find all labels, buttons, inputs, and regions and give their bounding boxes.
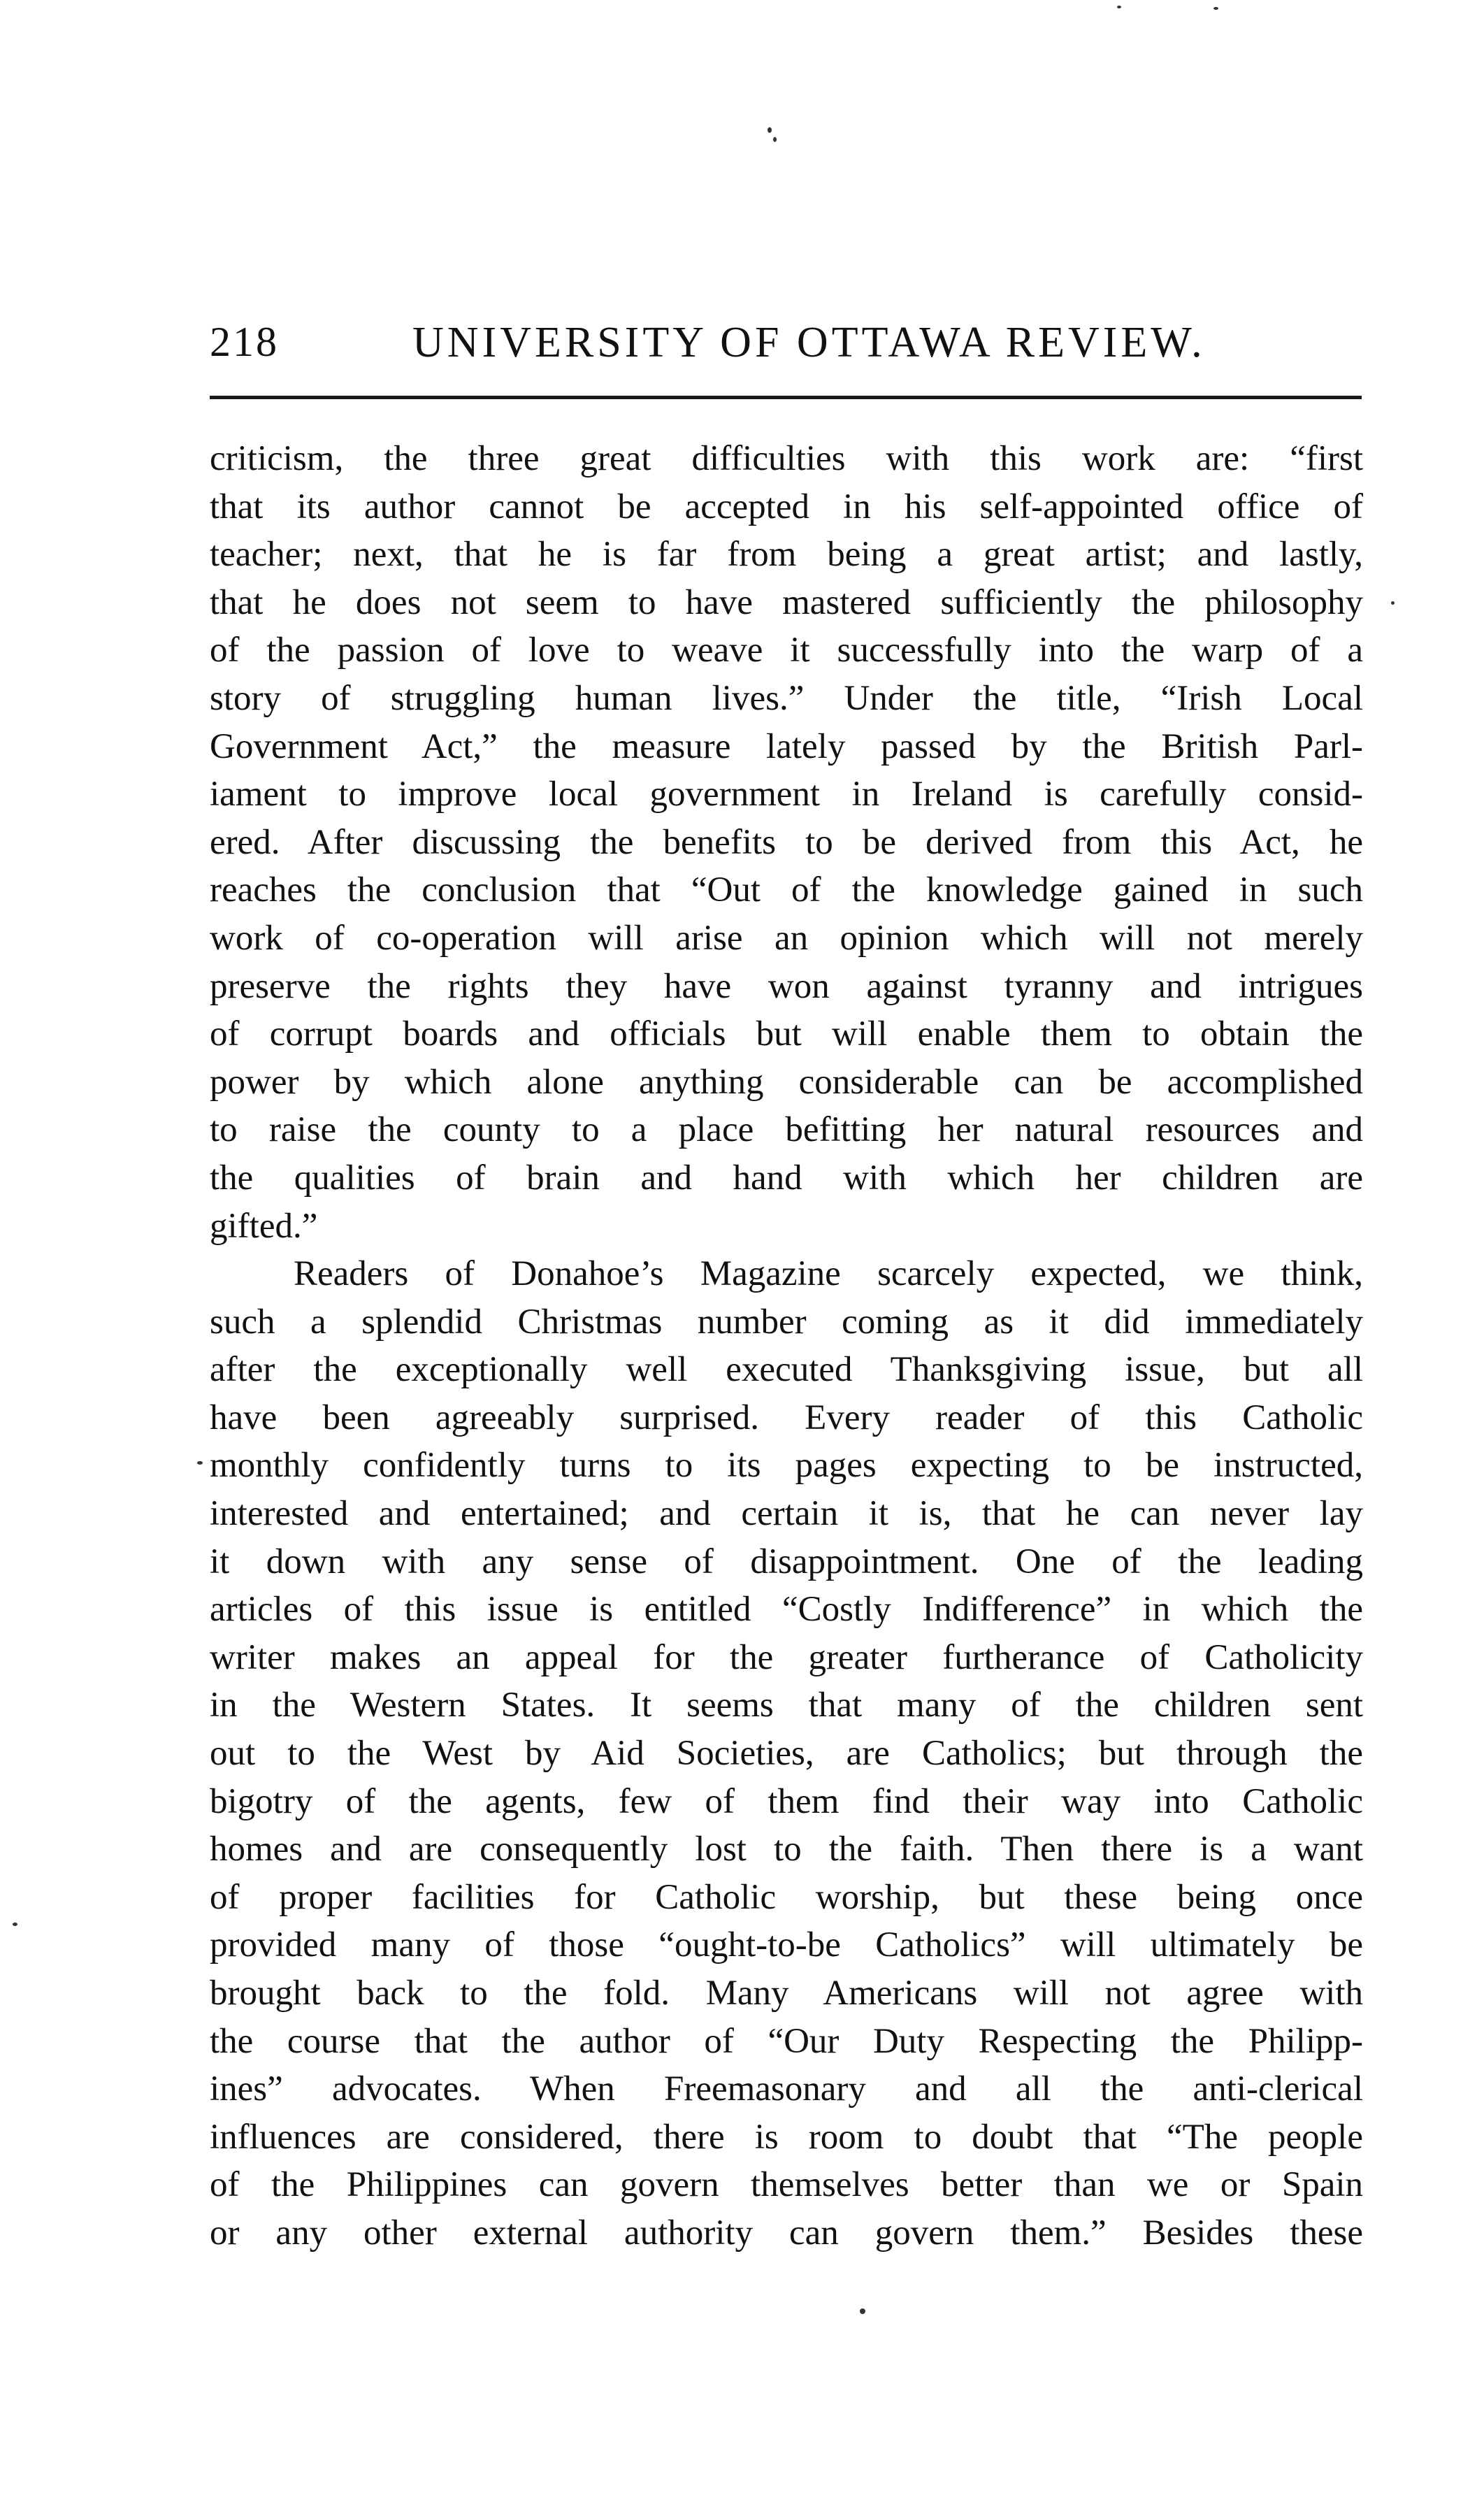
text-line: work of co-operation will arise an opinion which will not merely xyxy=(210,918,1363,958)
text-line: such a splendid Christmas number coming as it did immediately xyxy=(210,1302,1363,1342)
text-line: that its author cannot be accepted in his self-appointed office of xyxy=(210,487,1363,526)
text-line: ines” advocates. When Freemasonary and all the anti-clerical xyxy=(210,2069,1363,2109)
text-line: teacher; next, that he is far from being a great artist; and lastly, xyxy=(210,535,1363,575)
scan-speck xyxy=(13,1923,17,1926)
text-line: story of struggling human lives.” Under the title, “Irish Local xyxy=(210,678,1363,718)
text-line: provided many of those “ought-to-be Catholics” will ultimately be xyxy=(210,1925,1363,1965)
text-line: after the exceptionally well executed Thanksgiving issue, but all xyxy=(210,1350,1363,1390)
text-line: brought back to the fold. Many Americans will not agree with xyxy=(210,1974,1363,2013)
text-line: homes and are consequently lost to the faith. Then there is a want xyxy=(210,1830,1363,1869)
text-line: of the Philippines can govern themselves better than we or Spain xyxy=(210,2165,1363,2205)
text-line: preserve the rights they have won against tyranny and intrigues xyxy=(210,966,1363,1006)
text-line: of the passion of love to weave it successfully into the warp of a xyxy=(210,631,1363,670)
scan-speck xyxy=(773,137,777,142)
text-line: influences are considered, there is room to doubt that “The people xyxy=(210,2117,1363,2157)
scan-speck xyxy=(1213,7,1218,10)
text-line: criticism, the three great difficulties with this work are: “first xyxy=(210,439,1363,478)
text-line: to raise the county to a place befitting her natural resources and xyxy=(210,1110,1363,1150)
body-text xyxy=(210,435,1363,2257)
text-line: Readers of Donahoe’s Magazine scarcely expected, we think, xyxy=(294,1254,1363,1294)
text-line: or any other external authority can govern them.” Besides these xyxy=(210,2213,1363,2253)
text-line: the qualities of brain and hand with which her children are xyxy=(210,1158,1363,1198)
text-line: ered. After discussing the benefits to be derived from this Act, he xyxy=(210,822,1363,862)
text-line: reaches the conclusion that “Out of the knowledge gained in such xyxy=(210,870,1363,910)
text-line: bigotry of the agents, few of them find their way into Catholic xyxy=(210,1781,1363,1821)
text-line: power by which alone anything considerable can be accomplished xyxy=(210,1062,1363,1102)
scan-speck xyxy=(197,1461,203,1465)
text-line: Government Act,” the measure lately passed by the British Parl- xyxy=(210,726,1363,766)
page-number: 218 xyxy=(210,319,279,365)
text-line: monthly confidently turns to its pages expecting to be instructed, xyxy=(210,1446,1363,1486)
text-line: of corrupt boards and officials but will enable them to obtain the xyxy=(210,1014,1363,1054)
scan-speck xyxy=(768,127,772,133)
text-line: the course that the author of “Our Duty Respecting the Philipp- xyxy=(210,2021,1363,2061)
text-line: articles of this issue is entitled “Costly Indifference” in which the xyxy=(210,1590,1363,1630)
text-line: gifted.” xyxy=(210,1206,318,1246)
scan-speck xyxy=(1391,601,1395,605)
text-line: writer makes an appeal for the greater furtherance of Catholicity xyxy=(210,1637,1363,1677)
running-head xyxy=(210,318,1363,374)
scan-speck xyxy=(860,2308,865,2314)
text-line: in the Western States. It seems that many of the children sent xyxy=(210,1686,1363,1725)
text-line: that he does not seem to have mastered sufficiently the philosophy xyxy=(210,582,1363,622)
journal-title: UNIVERSITY OF OTTAWA REVIEW. xyxy=(412,319,1206,366)
scan-speck xyxy=(1117,6,1121,8)
header-rule xyxy=(210,396,1362,399)
text-line: have been agreeably surprised. Every reader of this Catholic xyxy=(210,1398,1363,1437)
text-line: of proper facilities for Catholic worship, but these being once xyxy=(210,1877,1363,1917)
text-line: interested and entertained; and certain it is, that he can never lay xyxy=(210,1494,1363,1534)
text-line: it down with any sense of disappointment. One of the leading xyxy=(210,1542,1363,1581)
text-line: iament to improve local government in Ireland is carefully consid- xyxy=(210,775,1363,814)
text-line: out to the West by Aid Societies, are Catholics; but through the xyxy=(210,1734,1363,1774)
